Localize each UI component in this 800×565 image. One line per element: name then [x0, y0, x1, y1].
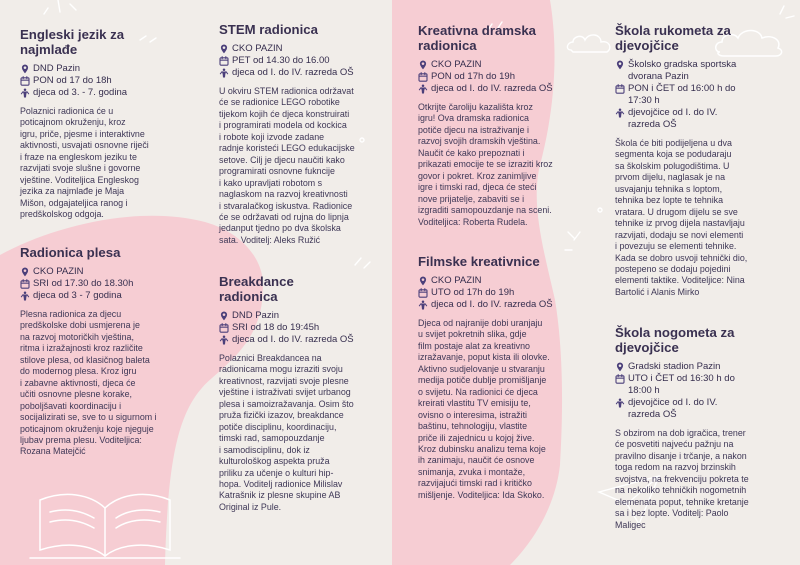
age-text: djeca od I. do IV. razreda OŠ [431, 299, 553, 310]
time-text: PET od 14.30 do 16.00 [232, 55, 330, 66]
location-text: Gradski stadion Pazin [628, 361, 721, 372]
info-block [615, 361, 781, 421]
description: Otkrijte čaroliju kazališta kroz igru! Ova dramska radionica potiče djecu na istraživanje i razvoj svojih dramskih vještina. Naučit će kako prepoznati i prikazati emocije te se izraziti kroz govor i pokret. Kroz zanimljive igre i timski rad, djeca će steći nove prijatelje, zabaviti se i izgraditi samopouzdanje na sceni. Voditeljica: Roberta Rudela. [418, 102, 553, 227]
time-text: PON od 17h do 19h [431, 71, 515, 82]
location-text: DND Pazin [232, 310, 279, 321]
section-handball [615, 23, 781, 298]
description: Polaznici radionica će u poticajnom okruženju, kroz igru, priče, pjesme i interaktivne aktivnosti, usvajati osnovne riječi i fraze na engleskom jeziku te razvijati svoje slušne i govorne vještine. Voditeljica Engleskog jezika za najmlađe je Maja Mišon, odgajateljica ranog i predškolskog odgoja. [20, 106, 149, 220]
location-pin-icon [219, 310, 232, 322]
section-title: Škola rukometa za djevojčice [615, 23, 731, 53]
section-breakdance [219, 274, 375, 513]
info-block [20, 63, 177, 99]
section-title: Filmske kreativnice [418, 254, 540, 269]
location-text: CKO PAZIN [232, 43, 283, 54]
age-text: djeca od 3. - 7. godina [33, 87, 128, 98]
person-icon [20, 290, 33, 302]
calendar-icon [20, 75, 33, 87]
time-text: SRI od 18 do 19:45h [232, 322, 320, 333]
time-text: PON od 17 do 18h [33, 75, 112, 86]
info-block [20, 266, 177, 302]
info-block [615, 59, 781, 131]
description: S obzirom na dob igračica, trener će posvetiti najveću pažnju na pravilno disanje i trčanje, a nakon toga redom na razvoj brzinskih svojstva, na frekvenciju pokreta te na nekoliko tehničkih nogometnih elemenata poput, tehnike kretanje sa i bez lopte. Voditelj: Paolo Maligec [615, 428, 749, 530]
person-icon [20, 87, 33, 99]
location-text: Školsko gradska sportska dvorana Pazin [628, 59, 737, 82]
description: Polaznici Breakdancea na radionicama mogu izraziti svoju kreativnost, razvijati svoje plesne vještine i istraživati svijet urbanog plesa i samoizražavanja. Osim što pruža fizički izazov, breakdance potiče disciplinu, koordinaciju, timski rad, samopouzdanje i samodisciplinu, dok iz kulturološkog aspekta pruža priliku za učenje o kulturi hip- hopa. Voditelj radionice Milislav Katrašnik iz plesne skupine AB Original iz Pule. [219, 353, 354, 512]
age-text: djeca od 3 - 7 godina [33, 290, 122, 301]
time-text: UTO od 17h do 19h [431, 287, 515, 298]
location-text: CKO PAZIN [431, 275, 482, 286]
calendar-icon [615, 83, 628, 95]
age-text: djeca od I. do IV. razreda OŠ [232, 334, 354, 345]
location-pin-icon [20, 266, 33, 278]
time-text: SRI od 17.30 do 18.30h [33, 278, 134, 289]
section-football [615, 325, 781, 531]
age-text: djeca od I. do IV. razreda OŠ [232, 67, 354, 78]
calendar-icon [219, 55, 232, 67]
location-pin-icon [615, 361, 628, 373]
section-film [418, 254, 574, 501]
location-pin-icon [615, 59, 628, 71]
description: U okviru STEM radionica održavat će se radionice LEGO robotike tijekom kojih će djeca konstruirati i programirati modela od kockica i robote koji izvode zadane radnje koristeći LEGO edukacijske setove. Cilj je djecu naučiti kako programirati osnovne fukncije i kako upravljati robotom s naglaskom na razvoj kreativnosti i stvaralačkog iskustva. Radionice će se održavati od rujna do lipnja jedanput tjedno po dva školska sata. Voditelj: Aleks Ružić [219, 86, 355, 245]
description: Djeca od najranije dobi uranjaju u svijet pokretnih slika, gdje film postaje alat za kreativno izražavanje, poput kista ili olovke. Aktivno sudjelovanje u stvaranju medija potiče dublje promišljanje o svijetu. Na radionici će djeca kreirati vlastitu TV emisiju te, ovisno o interesima, istražiti baštinu, tehnologiju, vlastite priče ili zajednicu u kojoj žive. Kroz dubinsku analizu tema koje ih zanimaju, naučit će osnove snimanja, zvuka i montaže, razvijajući timski rad i kritičko mišljenje. Voditeljica: Ida Skoko. [418, 318, 550, 500]
book-doodle [20, 470, 190, 565]
info-block [219, 43, 375, 79]
section-drama [418, 23, 574, 228]
calendar-icon [418, 71, 431, 83]
info-block [418, 275, 574, 311]
description: Plesna radionica za djecu predškolske dobi usmjerena je na razvoj motoričkih vještina, ritma i izražajnosti kroz različite stilove plesa, od klasičnog baleta do modernog plesa. Kroz igru i zabavne aktivnosti, djeca će učiti osnovne plesne korake, poboljšavati koordinaciju i socijalizirati se, sve to u sigurnom i poticajnom okruženju koje njeguje ljubav prema plesu. Voditeljica: Rozana Matejčić [20, 309, 157, 457]
age-text: djevojčice od I. do IV. razreda OŠ [628, 397, 718, 420]
info-block [219, 310, 375, 346]
person-icon [219, 334, 232, 346]
section-title: Radionica plesa [20, 245, 121, 260]
section-title: Engleski jezik za najmlađe [20, 27, 125, 57]
location-pin-icon [418, 59, 431, 71]
location-pin-icon [418, 275, 431, 287]
person-icon [418, 299, 431, 311]
person-icon [219, 67, 232, 79]
section-title: STEM radionica [219, 22, 318, 37]
calendar-icon [418, 287, 431, 299]
location-pin-icon [219, 43, 232, 55]
section-title: Kreativna dramska radionica [418, 23, 537, 53]
location-pin-icon [20, 63, 33, 75]
description: Škola će biti podijeljena u dva segmenta koja se podudaraju sa školskim polugodištima. U prvom dijelu, naglasak je na usvajanju tehnika s loptom, tehnika bez lopte te tehnika vratara. U drugom dijelu se sve tehnike iz prvog dijela nastavljaju razvijati, dodaju se novi elementi i povezuju se elementi tehnike. Kada se dobro usvoji tehnički dio, postepeno se dodaju pojedini elementi taktike. Voditeljice: Nina Bartolić i Alanis Mirko [615, 138, 748, 297]
calendar-icon [615, 373, 628, 385]
person-icon [615, 107, 628, 119]
section-title: Breakdance radionica [219, 274, 294, 304]
person-icon [615, 397, 628, 409]
section-stem [219, 22, 375, 246]
location-text: CKO PAZIN [431, 59, 482, 70]
calendar-icon [219, 322, 232, 334]
section-title: Škola nogometa za djevojčice [615, 325, 735, 355]
time-text: PON i ČET od 16:00 h do 17:30 h [628, 83, 736, 106]
age-text: djeca od I. do IV. razreda OŠ [431, 83, 553, 94]
section-dance [20, 245, 177, 458]
info-block [418, 59, 574, 95]
person-icon [418, 83, 431, 95]
section-english [20, 27, 177, 221]
age-text: djevojčice od I. do IV. razreda OŠ [628, 107, 718, 130]
time-text: UTO i ČET od 16:30 h do 18:00 h [628, 373, 735, 396]
location-text: CKO PAZIN [33, 266, 84, 277]
calendar-icon [20, 278, 33, 290]
location-text: DND Pazin [33, 63, 80, 74]
